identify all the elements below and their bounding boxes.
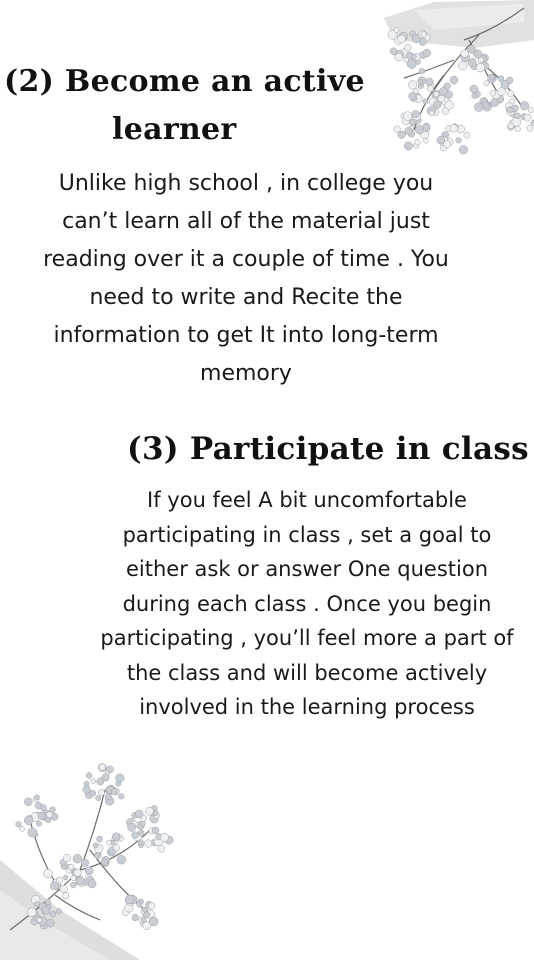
- babys-breath-flower-icon: [0, 760, 180, 960]
- body-line: memory: [200, 361, 292, 386]
- body-line: information to get It into long-term: [53, 323, 439, 348]
- section-3-body: [76, 483, 534, 725]
- body-line: participating , you’ll feel more a part of: [100, 626, 514, 650]
- section-2-heading-line-1: (2) Become an active: [4, 64, 365, 99]
- body-line: either ask or answer One question: [125, 557, 488, 581]
- body-line: reading over it a couple of time . You: [43, 247, 449, 272]
- body-line: the class and will become actively: [126, 660, 488, 685]
- body-line: need to write and Recite the: [89, 285, 403, 310]
- section-2-heading-line-2: learner: [112, 112, 237, 147]
- section-2-body: [0, 165, 492, 393]
- section-3-heading: (3) Participate in class: [127, 431, 529, 467]
- body-line: can’t learn all of the material just: [62, 209, 430, 234]
- body-line: involved in the learning process: [139, 695, 475, 719]
- body-line: Unlike high school , in college you: [58, 171, 434, 196]
- body-line: If you feel A bit uncomfortable: [147, 488, 467, 512]
- body-line: during each class . Once you begin: [122, 591, 492, 616]
- body-line: participating in class , set a goal to: [122, 522, 492, 547]
- babys-breath-flower-icon: [374, 0, 534, 165]
